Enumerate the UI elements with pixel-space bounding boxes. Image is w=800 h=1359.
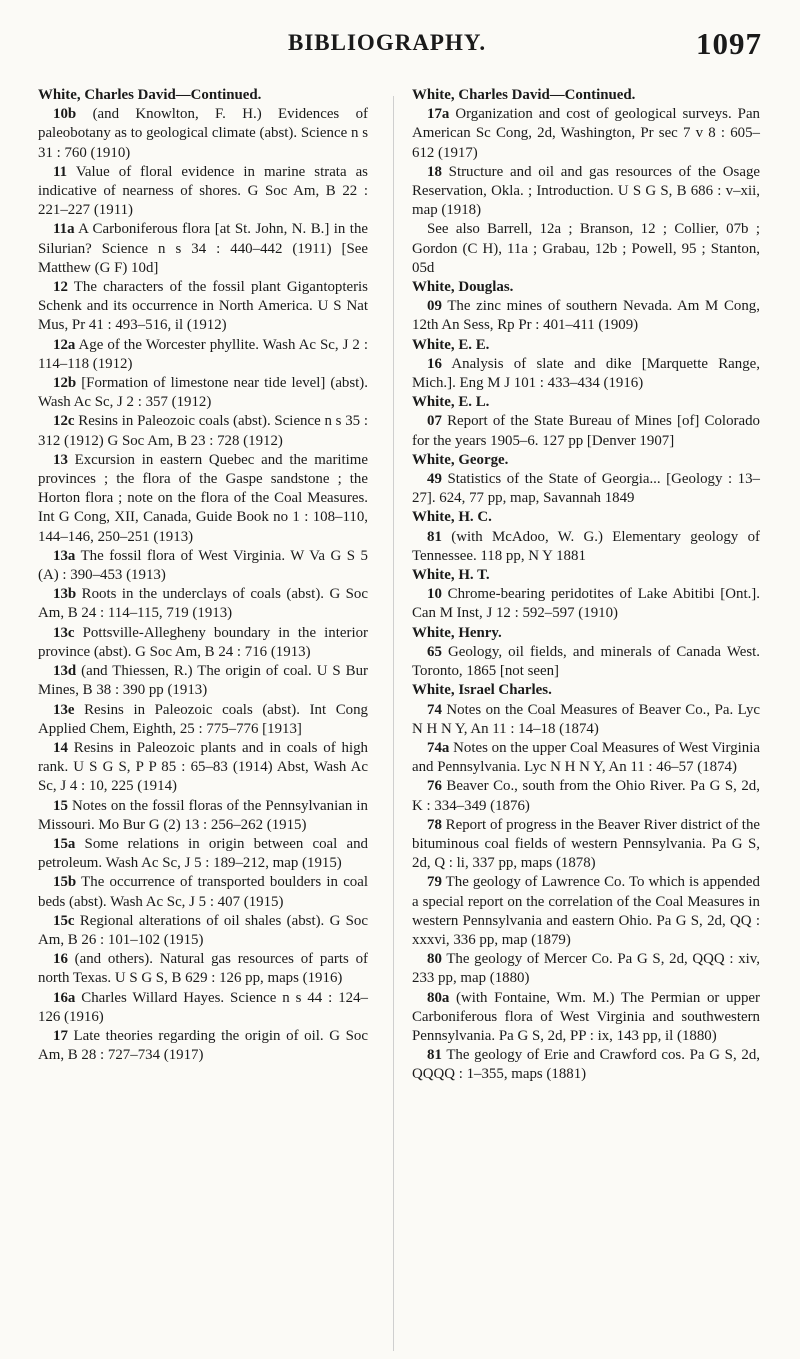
entry-text: Resins in Paleozoic coals (abst). Int Cong Applied Chem, Eighth, 25 : 775–776 [1913]	[38, 701, 369, 737]
entry-number: 12a	[53, 336, 76, 353]
bibliography-entry	[38, 220, 368, 278]
entry-number: 13d	[53, 663, 77, 680]
author-name: White, Henry.	[412, 624, 502, 641]
bibliography-entry	[412, 816, 760, 874]
see-also-note	[412, 220, 760, 278]
entry-text: Resins in Paleozoic coals (abst). Science n s 35 : 312 (1912) G Soc Am, B 23 : 728 (1912)	[38, 413, 368, 449]
entry-text: (and others). Natural gas resources of parts of north Texas. U S G S, B 629 : 126 pp, maps (1916)	[38, 951, 368, 987]
entry-number: 15a	[53, 835, 76, 852]
author-heading	[412, 86, 760, 105]
entry-text: Resins in Paleozoic plants and in coals of high rank. U S G S, P P 85 : 65–83 (1914) Abst, Wash Ac Sc, J 4 : 10, 225 (1914)	[38, 739, 368, 795]
author-name: White, Israel Charles.	[412, 682, 552, 699]
bibliography-entry	[412, 950, 760, 988]
entry-text: The occurrence of transported boulders in coal beds (abst). Wash Ac Sc, J 5 : 407 (1915)	[38, 874, 368, 910]
bibliography-entry	[412, 643, 760, 681]
author-heading	[412, 336, 760, 355]
entry-text: Notes on the fossil floras of the Pennsylvanian in Missouri. Mo Bur G (2) 13 : 256–262 (1915)	[38, 797, 368, 833]
entry-number: 81	[427, 528, 442, 545]
entry-number: 18	[427, 163, 442, 180]
author-heading	[412, 393, 760, 412]
bibliography-entry	[412, 528, 760, 566]
entry-number: 17	[53, 1027, 68, 1044]
author-heading	[412, 624, 760, 643]
bibliography-entry	[412, 1046, 760, 1084]
entry-number: 79	[427, 874, 442, 891]
entry-number: 80	[427, 951, 442, 968]
entry-text: Regional alterations of oil shales (abst). G Soc Am, B 26 : 101–102 (1915)	[38, 912, 368, 948]
bibliography-entry	[38, 950, 368, 988]
entry-number: 12c	[53, 413, 75, 430]
author-name: White, George.	[412, 451, 509, 468]
bibliography-entry	[38, 624, 368, 662]
author-name: White, Charles David—Continued.	[412, 87, 636, 103]
bibliography-entry	[38, 989, 368, 1027]
author-heading	[412, 566, 760, 585]
bibliography-entry	[38, 739, 368, 797]
entry-number: 81	[427, 1047, 442, 1064]
page-title: BIBLIOGRAPHY.	[288, 30, 487, 55]
entry-number: 11a	[53, 221, 75, 238]
entry-text: Roots in the underclays of coals (abst). G Soc Am, B 24 : 114–115, 719 (1913)	[38, 586, 368, 622]
author-name: White, Douglas.	[412, 279, 514, 296]
entry-number: 15c	[53, 912, 75, 929]
bibliography-entry	[38, 912, 368, 950]
entry-number: 10b	[53, 106, 77, 123]
entry-number: 16	[427, 355, 442, 372]
bibliography-entry	[38, 873, 368, 911]
entry-text: (and Thiessen, R.) The origin of coal. U S Bur Mines, B 38 : 390 pp (1913)	[38, 663, 368, 699]
entry-text: Statistics of the State of Georgia... [Geology : 13–27]. 624, 77 pp, map, Savannah 1849	[412, 471, 760, 507]
entry-text: Beaver Co., south from the Ohio River. Pa G S, 2d, K : 334–349 (1876)	[412, 778, 760, 814]
bibliography-entry	[38, 662, 368, 700]
entry-text: The geology of Mercer Co. Pa G S, 2d, QQQ : xiv, 233 pp, map (1880)	[412, 951, 760, 987]
bibliography-entry	[38, 835, 368, 873]
bibliography-entry	[412, 739, 760, 777]
bibliography-entry	[38, 278, 368, 336]
entry-text: Chrome-bearing peridotites of Lake Abitibi [Ont.]. Can M Inst, J 12 : 592–597 (1910)	[412, 586, 760, 622]
entry-number: 13c	[53, 624, 75, 641]
bibliography-entry	[38, 374, 368, 412]
entry-number: 13e	[53, 701, 75, 718]
entry-text: Report of the State Bureau of Mines [of] Colorado for the years 1905–6. 127 pp [Denver 1907]	[412, 413, 760, 449]
bibliography-entry	[38, 336, 368, 374]
author-heading	[412, 278, 760, 297]
entry-number: 16a	[53, 989, 76, 1006]
author-name: White, Charles David—Continued.	[38, 87, 262, 103]
author-name: White, H. C.	[412, 509, 492, 526]
bibliography-entry	[412, 701, 760, 739]
entry-text: The characters of the fossil plant Gigantopteris Schenk and its occurrence in North America. U S Nat Mus, Pr 41 : 493–516, il (1912)	[38, 279, 368, 334]
bibliography-entry	[412, 105, 760, 163]
entry-text: Geology, oil fields, and minerals of Canada West. Toronto, 1865 [not seen]	[412, 643, 760, 680]
entry-number: 65	[427, 643, 442, 660]
entry-text: Age of the Worcester phyllite. Wash Ac Sc, J 2 : 114–118 (1912)	[38, 336, 368, 372]
bibliography-entry	[38, 701, 368, 739]
bibliography-entry	[38, 451, 368, 547]
bibliography-entry	[412, 470, 760, 508]
bibliography-entry	[38, 547, 368, 585]
author-heading	[38, 86, 368, 105]
entry-number: 74a	[427, 739, 450, 756]
entry-number: 13a	[53, 547, 76, 564]
author-heading	[412, 451, 760, 470]
entry-text: Excursion in eastern Quebec and the maritime provinces ; the flora of the Gaspe sandstone ; the Horton flora ; note on the flora of the Coal Measures. Int G Cong, XII, Canada, Guide Book no 1 : 108–110, 144–146, 250–251 (1913)	[38, 451, 368, 545]
author-heading	[412, 681, 760, 700]
column-divider	[393, 96, 394, 1351]
entry-text: Charles Willard Hayes. Science n s 44 : 124–126 (1916)	[38, 989, 368, 1025]
entry-number: 10	[427, 586, 442, 603]
entry-number: 07	[427, 413, 442, 430]
entry-number: 12b	[53, 375, 77, 392]
entry-number: 15b	[53, 874, 77, 891]
bibliography-entry	[412, 585, 760, 623]
entry-text: Late theories regarding the origin of oil. G Soc Am, B 28 : 727–734 (1917)	[38, 1027, 368, 1064]
entry-number: 14	[53, 739, 68, 756]
entry-number: 09	[427, 298, 442, 315]
entry-text: Value of floral evidence in marine strata as indicative of nearness of shores. G Soc Am, B 22 : 221–227 (1911)	[38, 163, 368, 219]
entry-text: (with McAdoo, W. G.) Elementary geology of Tennessee. 118 pp, N Y 1881	[412, 528, 760, 564]
entry-text: The geology of Erie and Crawford cos. Pa G S, 2d, QQQQ : 1–355, maps (1881)	[412, 1047, 760, 1083]
entry-text: Organization and cost of geological surveys. Pan American Sc Cong, 2d, Washington, Pr sec 7 v 8 : 605–612 (1917)	[412, 106, 760, 161]
bibliography-entry	[38, 797, 368, 835]
entry-text: A Carboniferous flora [at St. John, N. B.] in the Silurian? Science n s 34 : 440–442 (1911) [See Matthew (G F) 10d]	[38, 221, 369, 276]
bibliography-entry	[412, 355, 760, 393]
entry-text: Structure and oil and gas resources of the Osage Reservation, Okla. ; Introduction. U S G S, B 686 : v–xii, map (1918)	[412, 163, 760, 219]
entry-number: 13	[53, 451, 68, 468]
bibliography-entry	[38, 163, 368, 221]
left-column	[38, 86, 368, 1065]
entry-number: 13b	[53, 586, 77, 603]
entry-number: 49	[427, 471, 442, 488]
entry-text: Notes on the Coal Measures of Beaver Co., Pa. Lyc N H N Y, An 11 : 14–18 (1874)	[412, 701, 760, 737]
page-number: 1097	[696, 26, 762, 61]
entry-text: Some relations in origin between coal and petroleum. Wash Ac Sc, J 5 : 189–212, map (1915)	[38, 835, 368, 872]
bibliography-entry	[38, 105, 368, 163]
entry-text: The fossil flora of West Virginia. W Va G S 5 (A) : 390–453 (1913)	[38, 547, 368, 584]
bibliography-entry	[412, 163, 760, 221]
right-column	[412, 86, 760, 1085]
entry-number: 80a	[427, 989, 450, 1006]
entry-text: Pottsville-Allegheny boundary in the interior province (abst). G Soc Am, B 24 : 716 (1913)	[38, 624, 368, 660]
entry-number: 78	[427, 816, 442, 833]
bibliography-entry	[412, 777, 760, 815]
entry-text: (and Knowlton, F. H.) Evidences of paleobotany as to geological climate (abst). Science n s 31 : 760 (1910)	[38, 106, 368, 161]
entry-number: 12	[53, 279, 68, 296]
author-name: White, H. T.	[412, 567, 490, 584]
bibliography-entry	[412, 412, 760, 450]
author-name: White, E. L.	[412, 394, 490, 411]
entry-number: 15	[53, 797, 68, 814]
entry-text: Analysis of slate and dike [Marquette Range, Mich.]. Eng M J 101 : 433–434 (1916)	[412, 355, 760, 392]
entry-number: 76	[427, 778, 442, 795]
bibliography-entry	[38, 1027, 368, 1065]
bibliography-entry	[38, 412, 368, 450]
bibliography-entry	[412, 873, 760, 950]
author-heading	[412, 508, 760, 527]
bibliography-entry	[38, 585, 368, 623]
entry-text: (with Fontaine, Wm. M.) The Permian or upper Carboniferous flora of West Virginia and southwestern Pennsylvania. Pa G S, 2d, PP : ix, 143 pp, il (1880)	[412, 989, 760, 1044]
entry-text: Report of progress in the Beaver River district of the bituminous coal fields of western Pennsylvania. Pa G S, 2d, Q : li, 337 pp, maps (1878)	[412, 816, 760, 872]
entry-text: The zinc mines of southern Nevada. Am M Cong, 12th An Sess, Rp Pr : 401–411 (1909)	[412, 298, 760, 334]
entry-text: The geology of Lawrence Co. To which is appended a special report on the correlation of the Coal Measures in western Pennsylvania and eastern Ohio. Pa G S, 2d, QQ : xxxvi, 336 pp, map (1879)	[412, 874, 760, 948]
entry-number: 11	[53, 163, 68, 180]
entry-number: 16	[53, 951, 68, 968]
see-also-text: See also Barrell, 12a ; Branson, 12 ; Collier, 07b ; Gordon (C H), 11a ; Grabau, 12b ; Powell, 95 ; Stanton, 05d	[412, 221, 760, 276]
running-head	[48, 26, 762, 66]
bibliography-entry	[412, 297, 760, 335]
author-name: White, E. E.	[412, 336, 490, 353]
entry-text: Notes on the upper Coal Measures of West Virginia and Pennsylvania. Lyc N H N Y, An 11 : 46–57 (1874)	[412, 739, 760, 776]
entry-number: 17a	[427, 106, 450, 123]
entry-number: 74	[427, 701, 442, 718]
entry-text: [Formation of limestone near tide level] (abst). Wash Ac Sc, J 2 : 357 (1912)	[38, 375, 368, 411]
bibliography-entry	[412, 989, 760, 1047]
